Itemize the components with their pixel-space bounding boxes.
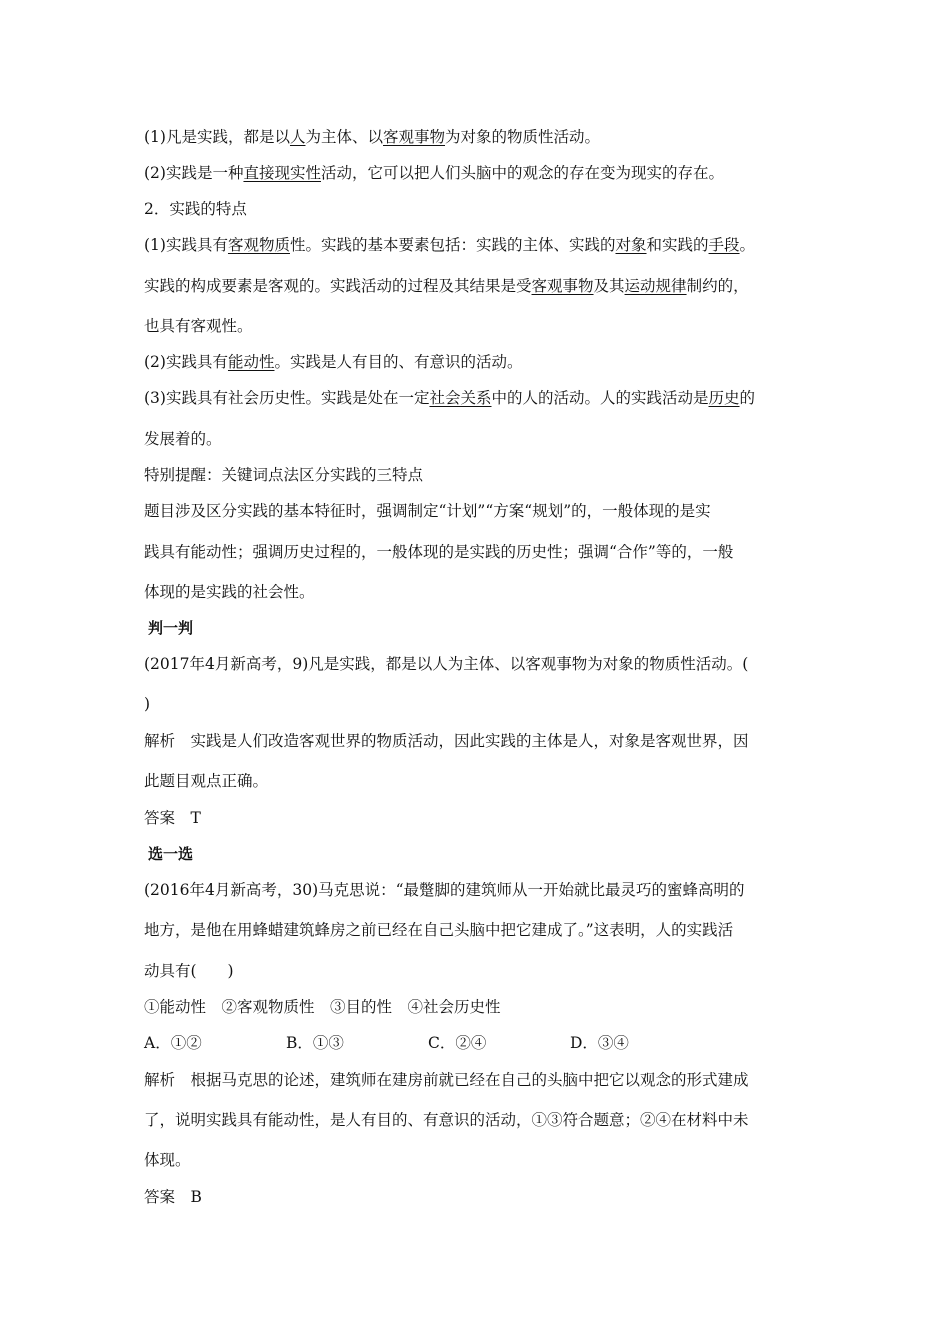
option-c: C．②④	[428, 1034, 487, 1052]
option-a: A．①②	[144, 1034, 202, 1052]
choice-analysis-3: 体现。	[144, 1151, 191, 1169]
choice-statements: ①能动性 ②客观物质性 ③目的性 ④社会历史性	[144, 998, 501, 1016]
judge-analysis-1: 解析 实践是人们改造客观世界的物质活动，因此实践的主体是人，对象是客观世界，因	[144, 732, 749, 750]
judge-heading: 判一判	[148, 619, 194, 637]
feature-1-end: 也具有客观性。	[144, 317, 253, 335]
feature-1: (1)实践具有客观物质性。实践的基本要素包括：实践的主体、实践的对象和实践的手段。	[144, 236, 756, 254]
section-heading: 2．实践的特点	[144, 200, 247, 218]
option-b: B．①③	[286, 1034, 344, 1052]
judge-answer: 答案 T	[144, 809, 201, 827]
tip-line-2: 践具有能动性；强调历史过程的，一般体现的是实践的历史性；强调“合作”等的，一般	[144, 543, 734, 561]
choice-heading: 选一选	[148, 845, 194, 863]
tip-line-1: 题目涉及区分实践的基本特征时，强调制定“计划”“方案“规划”的，一般体现的是实	[144, 502, 711, 520]
choice-question-2: 地方，是他在用蜂蜡建筑蜂房之前已经在自己头脑中把它建成了。”这表明，人的实践活	[144, 921, 734, 939]
judge-question-end: )	[144, 695, 151, 713]
point-2: (2)实践是一种直接现实性活动，它可以把人们头脑中的观念的存在变为现实的存在。	[144, 164, 724, 182]
option-d: D．③④	[570, 1034, 629, 1052]
feature-2: (2)实践具有能动性。实践是人有目的、有意识的活动。	[144, 353, 523, 371]
tip-title: 特别提醒：关键词点法区分实践的三特点	[144, 466, 424, 484]
choice-analysis-2: 了，说明实践具有能动性，是人有目的、有意识的活动，①③符合题意；②④在材料中未	[144, 1111, 749, 1129]
point-1: (1)凡是实践，都是以人为主体、以客观事物为对象的物质性活动。	[144, 128, 601, 146]
feature-1-cont: 实践的构成要素是客观的。实践活动的过程及其结果是受客观事物及其运动规律制约的，	[144, 277, 749, 295]
tip-line-3: 体现的是实践的社会性。	[144, 583, 315, 601]
choice-question-1: (2016年4月新高考，30)马克思说：“最蹩脚的建筑师从一开始就比最灵巧的蜜蜂高明的	[144, 881, 745, 899]
judge-question: (2017年4月新高考，9)凡是实践，都是以人为主体、以客观事物为对象的物质性活动。(	[144, 655, 749, 673]
choice-options	[144, 1033, 806, 1053]
choice-answer: 答案 B	[144, 1188, 202, 1206]
feature-3-end: 发展着的。	[144, 430, 222, 448]
choice-analysis-1: 解析 根据马克思的论述，建筑师在建房前就已经在自己的头脑中把它以观念的形式建成	[144, 1071, 749, 1089]
judge-analysis-2: 此题目观点正确。	[144, 772, 269, 790]
feature-3: (3)实践具有社会历史性。实践是处在一定社会关系中的人的活动。人的实践活动是历史的	[144, 389, 756, 407]
choice-question-3: 动具有( )	[144, 962, 234, 980]
